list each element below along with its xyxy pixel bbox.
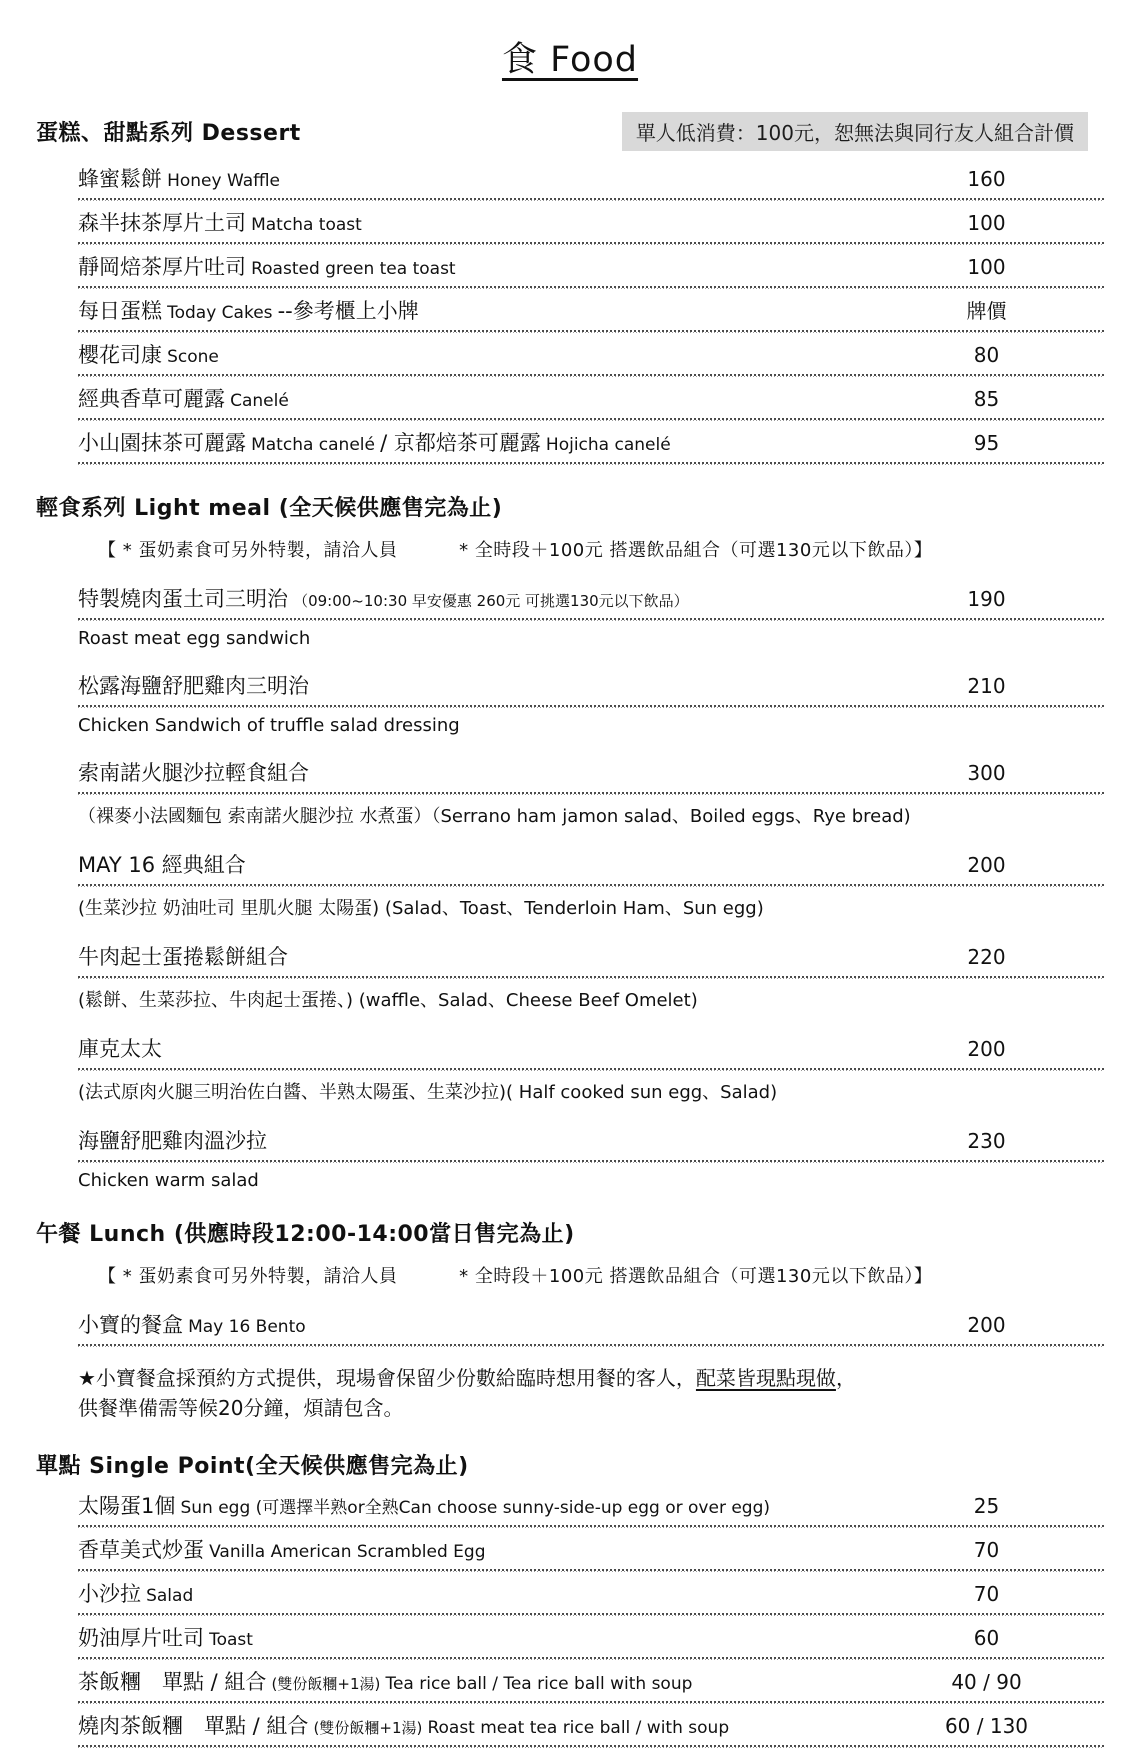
item-name [78, 295, 869, 325]
item-price: 40 / 90 [951, 1670, 1022, 1694]
section-header-lunch: 午餐 Lunch (供應時段12:00-14:00當日售完為止) [36, 1222, 575, 1247]
item-name [78, 383, 869, 413]
footnote-text-line2: 供餐準備需等候20分鐘，煩請包含。 [78, 1396, 404, 1420]
item-name-part: MAY 16 經典組合 [78, 853, 246, 877]
item-name [78, 757, 869, 787]
item-name-part: 茶飯糰 單點 / 組合 [78, 1670, 267, 1694]
item-price: 200 [967, 853, 1006, 877]
item-name-part: 小山園抹茶可麗露 [78, 431, 246, 455]
item-name-part: 每日蛋糕 [78, 299, 162, 323]
menu-item [78, 1616, 1104, 1660]
item-price: 190 [967, 587, 1006, 611]
menu-item [78, 579, 1104, 649]
item-price: 25 [973, 1494, 1000, 1518]
menu-item [78, 245, 1104, 289]
dotted-divider [78, 1344, 1104, 1347]
menu-item [78, 421, 1104, 465]
menu-item [78, 1704, 1104, 1748]
item-price: 230 [967, 1129, 1006, 1153]
dotted-divider [78, 792, 1104, 795]
menu-item [78, 1660, 1104, 1704]
item-name-part: 燒肉茶飯糰 單點 / 組合 [78, 1714, 309, 1738]
item-name-part: 索南諾火腿沙拉輕食組合 [78, 761, 309, 785]
item-name-part: Scone [167, 347, 219, 367]
item-name-part: Tea rice ball / Tea rice ball with soup [385, 1674, 693, 1694]
item-name-part: 蜂蜜鬆餅 [78, 167, 162, 191]
item-name-part: May 16 Bento [188, 1317, 306, 1337]
item-name-part: Vanilla American Scrambled Egg [209, 1542, 486, 1562]
item-subtitle: (生菜沙拉 奶油吐司 里肌火腿 太陽蛋) (Salad、Toast、Tenderloin Ham、Sun egg) [78, 898, 764, 919]
minimum-charge-notice: 單人低消費：100元，恕無法與同行友人組合計價 [622, 112, 1088, 151]
item-name-part: Sun egg (可選擇半熟or全熟Can choose sunny-side-up egg or over egg) [180, 1498, 771, 1518]
item-name [78, 1622, 869, 1652]
item-price: 80 [973, 343, 1000, 367]
item-name-part: Matcha toast [251, 215, 362, 235]
menu-item [78, 1121, 1104, 1191]
menu-item [78, 289, 1104, 333]
item-name [78, 1578, 869, 1608]
section-header-light-meal: 輕食系列 Light meal (全天候供應售完為止) [36, 496, 503, 521]
item-name-part: 小寶的餐盒 [78, 1313, 183, 1337]
menu-item [78, 1528, 1104, 1572]
menu-item [78, 333, 1104, 377]
item-name [78, 427, 869, 457]
item-name-part: Matcha canelé [251, 435, 375, 455]
item-name [78, 339, 869, 369]
item-name-part: 特製燒肉蛋土司三明治 [78, 587, 288, 611]
item-name-part: （09:00~10:30 早安優惠 260元 可挑選130元以下飲品） [293, 592, 689, 610]
item-price: 70 [973, 1582, 1000, 1606]
item-name-part: 小沙拉 [78, 1582, 141, 1606]
single-point-item-list [78, 1484, 1104, 1748]
item-price: 210 [967, 674, 1006, 698]
item-name-part: 海鹽舒肥雞肉溫沙拉 [78, 1129, 267, 1153]
menu-item [78, 1572, 1104, 1616]
dotted-divider [78, 884, 1104, 887]
item-name-part: Honey Waffle [167, 171, 281, 191]
item-name [78, 583, 869, 613]
item-name-part: Canelé [230, 391, 289, 411]
item-name-part: Salad [146, 1586, 194, 1606]
item-subtitle: Chicken Sandwich of truffle salad dressing [78, 715, 460, 736]
item-name [78, 1309, 869, 1339]
item-price: 200 [967, 1037, 1006, 1061]
footnote-underlined-text: 配菜皆現點現做 [695, 1366, 836, 1390]
menu-item [78, 201, 1104, 245]
item-name [78, 1033, 869, 1063]
item-name-part: 奶油厚片吐司 [78, 1626, 204, 1650]
section-header-single-point: 單點 Single Point(全天候供應售完為止) [36, 1454, 469, 1479]
item-name [78, 1534, 869, 1564]
dotted-divider [78, 976, 1104, 979]
item-name [78, 670, 869, 700]
item-name [78, 1666, 869, 1696]
section-dessert [36, 112, 1104, 465]
item-price: 160 [967, 167, 1006, 191]
dotted-divider [78, 618, 1104, 621]
dotted-divider [78, 1160, 1104, 1163]
lunch-item-list [78, 1262, 1104, 1423]
item-name [78, 941, 869, 971]
bento-footnote [78, 1363, 1104, 1423]
item-name [78, 251, 869, 281]
item-subtitle: Chicken warm salad [78, 1170, 259, 1191]
item-price: 220 [967, 945, 1006, 969]
item-name-part: 牛肉起士蛋捲鬆餅組合 [78, 945, 288, 969]
menu-item [78, 753, 1104, 828]
menu-item [78, 1305, 1104, 1347]
menu-item [78, 845, 1104, 920]
menu-item [78, 157, 1104, 201]
item-name [78, 849, 869, 879]
section-light-meal [36, 491, 1104, 1191]
item-name [78, 163, 869, 193]
item-name-part: Roast meat tea rice ball / with soup [427, 1718, 730, 1738]
item-name-part: (雙份飯糰+1湯) [271, 1675, 381, 1693]
item-price: 85 [973, 387, 1000, 411]
dotted-divider [78, 1068, 1104, 1071]
combo-note: 【 * 蛋奶素食可另外特製，請洽人員 * 全時段＋100元 搭選飲品組合（可選130元以下飲品）】 [98, 540, 933, 561]
item-price: 60 / 130 [944, 1714, 1029, 1738]
item-name [78, 1125, 869, 1155]
item-price: 牌價 [966, 299, 1007, 323]
light-meal-item-list [78, 536, 1104, 1191]
combo-note-lunch: 【 * 蛋奶素食可另外特製，請洽人員 * 全時段＋100元 搭選飲品組合（可選130元以下飲品）】 [98, 1266, 933, 1287]
section-single-point [36, 1449, 1104, 1748]
item-name-part: --參考櫃上小牌 [277, 299, 419, 323]
item-name-part: 香草美式炒蛋 [78, 1538, 204, 1562]
dessert-item-list [78, 157, 1104, 465]
section-lunch [36, 1217, 1104, 1423]
item-name-part: 森半抹茶厚片土司 [78, 211, 246, 235]
item-name-part: Hojicha canelé [545, 435, 671, 455]
item-name [78, 1710, 869, 1740]
menu-item [78, 937, 1104, 1012]
footnote-text: ， [835, 1366, 856, 1390]
item-subtitle: (法式原肉火腿三明治佐白醬、半熟太陽蛋、生菜沙拉)( Half cooked sun egg、Salad) [78, 1082, 778, 1103]
item-name-part: 太陽蛋1個 [78, 1494, 176, 1518]
item-subtitle: Roast meat egg sandwich [78, 628, 311, 649]
menu-item [78, 1484, 1104, 1528]
footnote-text: ★小寶餐盒採預約方式提供，現場會保留少份數給臨時想用餐的客人， [78, 1366, 696, 1390]
item-price: 95 [973, 431, 1000, 455]
item-name-part: Toast [209, 1630, 253, 1650]
light-meal-items [78, 579, 1104, 1191]
item-name [78, 207, 869, 237]
menu-item [78, 377, 1104, 421]
item-name-part: Today Cakes [167, 303, 273, 323]
dotted-divider [78, 462, 1104, 465]
item-name-part: 靜岡焙茶厚片吐司 [78, 255, 246, 279]
item-name-part: 經典香草可麗露 [78, 387, 225, 411]
item-price: 60 [973, 1626, 1000, 1650]
item-name-part: 庫克太太 [78, 1037, 162, 1061]
item-name-part: 櫻花司康 [78, 343, 162, 367]
item-name-part: (雙份飯糰+1湯) [313, 1719, 423, 1737]
item-price: 300 [967, 761, 1006, 785]
page-title: 食 Food [501, 40, 639, 80]
item-name [78, 1490, 869, 1520]
item-subtitle: (鬆餅、生菜莎拉、牛肉起士蛋捲、) (waffle、Salad、Cheese Beef Omelet) [78, 990, 698, 1011]
item-name-part: Roasted green tea toast [251, 259, 456, 279]
section-header-dessert: 蛋糕、甜點系列 Dessert [36, 121, 301, 146]
menu-item [78, 666, 1104, 736]
item-subtitle: （裸麥小法國麵包 索南諾火腿沙拉 水煮蛋）（Serrano ham jamon salad、Boiled eggs、Rye bread) [78, 806, 911, 827]
item-price: 200 [967, 1313, 1006, 1337]
dotted-divider [78, 705, 1104, 708]
item-price: 100 [967, 211, 1006, 235]
item-price: 100 [967, 255, 1006, 279]
item-price: 70 [973, 1538, 1000, 1562]
item-name-part: 松露海鹽舒肥雞肉三明治 [78, 674, 309, 698]
item-name-part: / 京都焙茶可麗露 [380, 431, 541, 455]
lunch-items [78, 1305, 1104, 1347]
menu-item [78, 1029, 1104, 1104]
